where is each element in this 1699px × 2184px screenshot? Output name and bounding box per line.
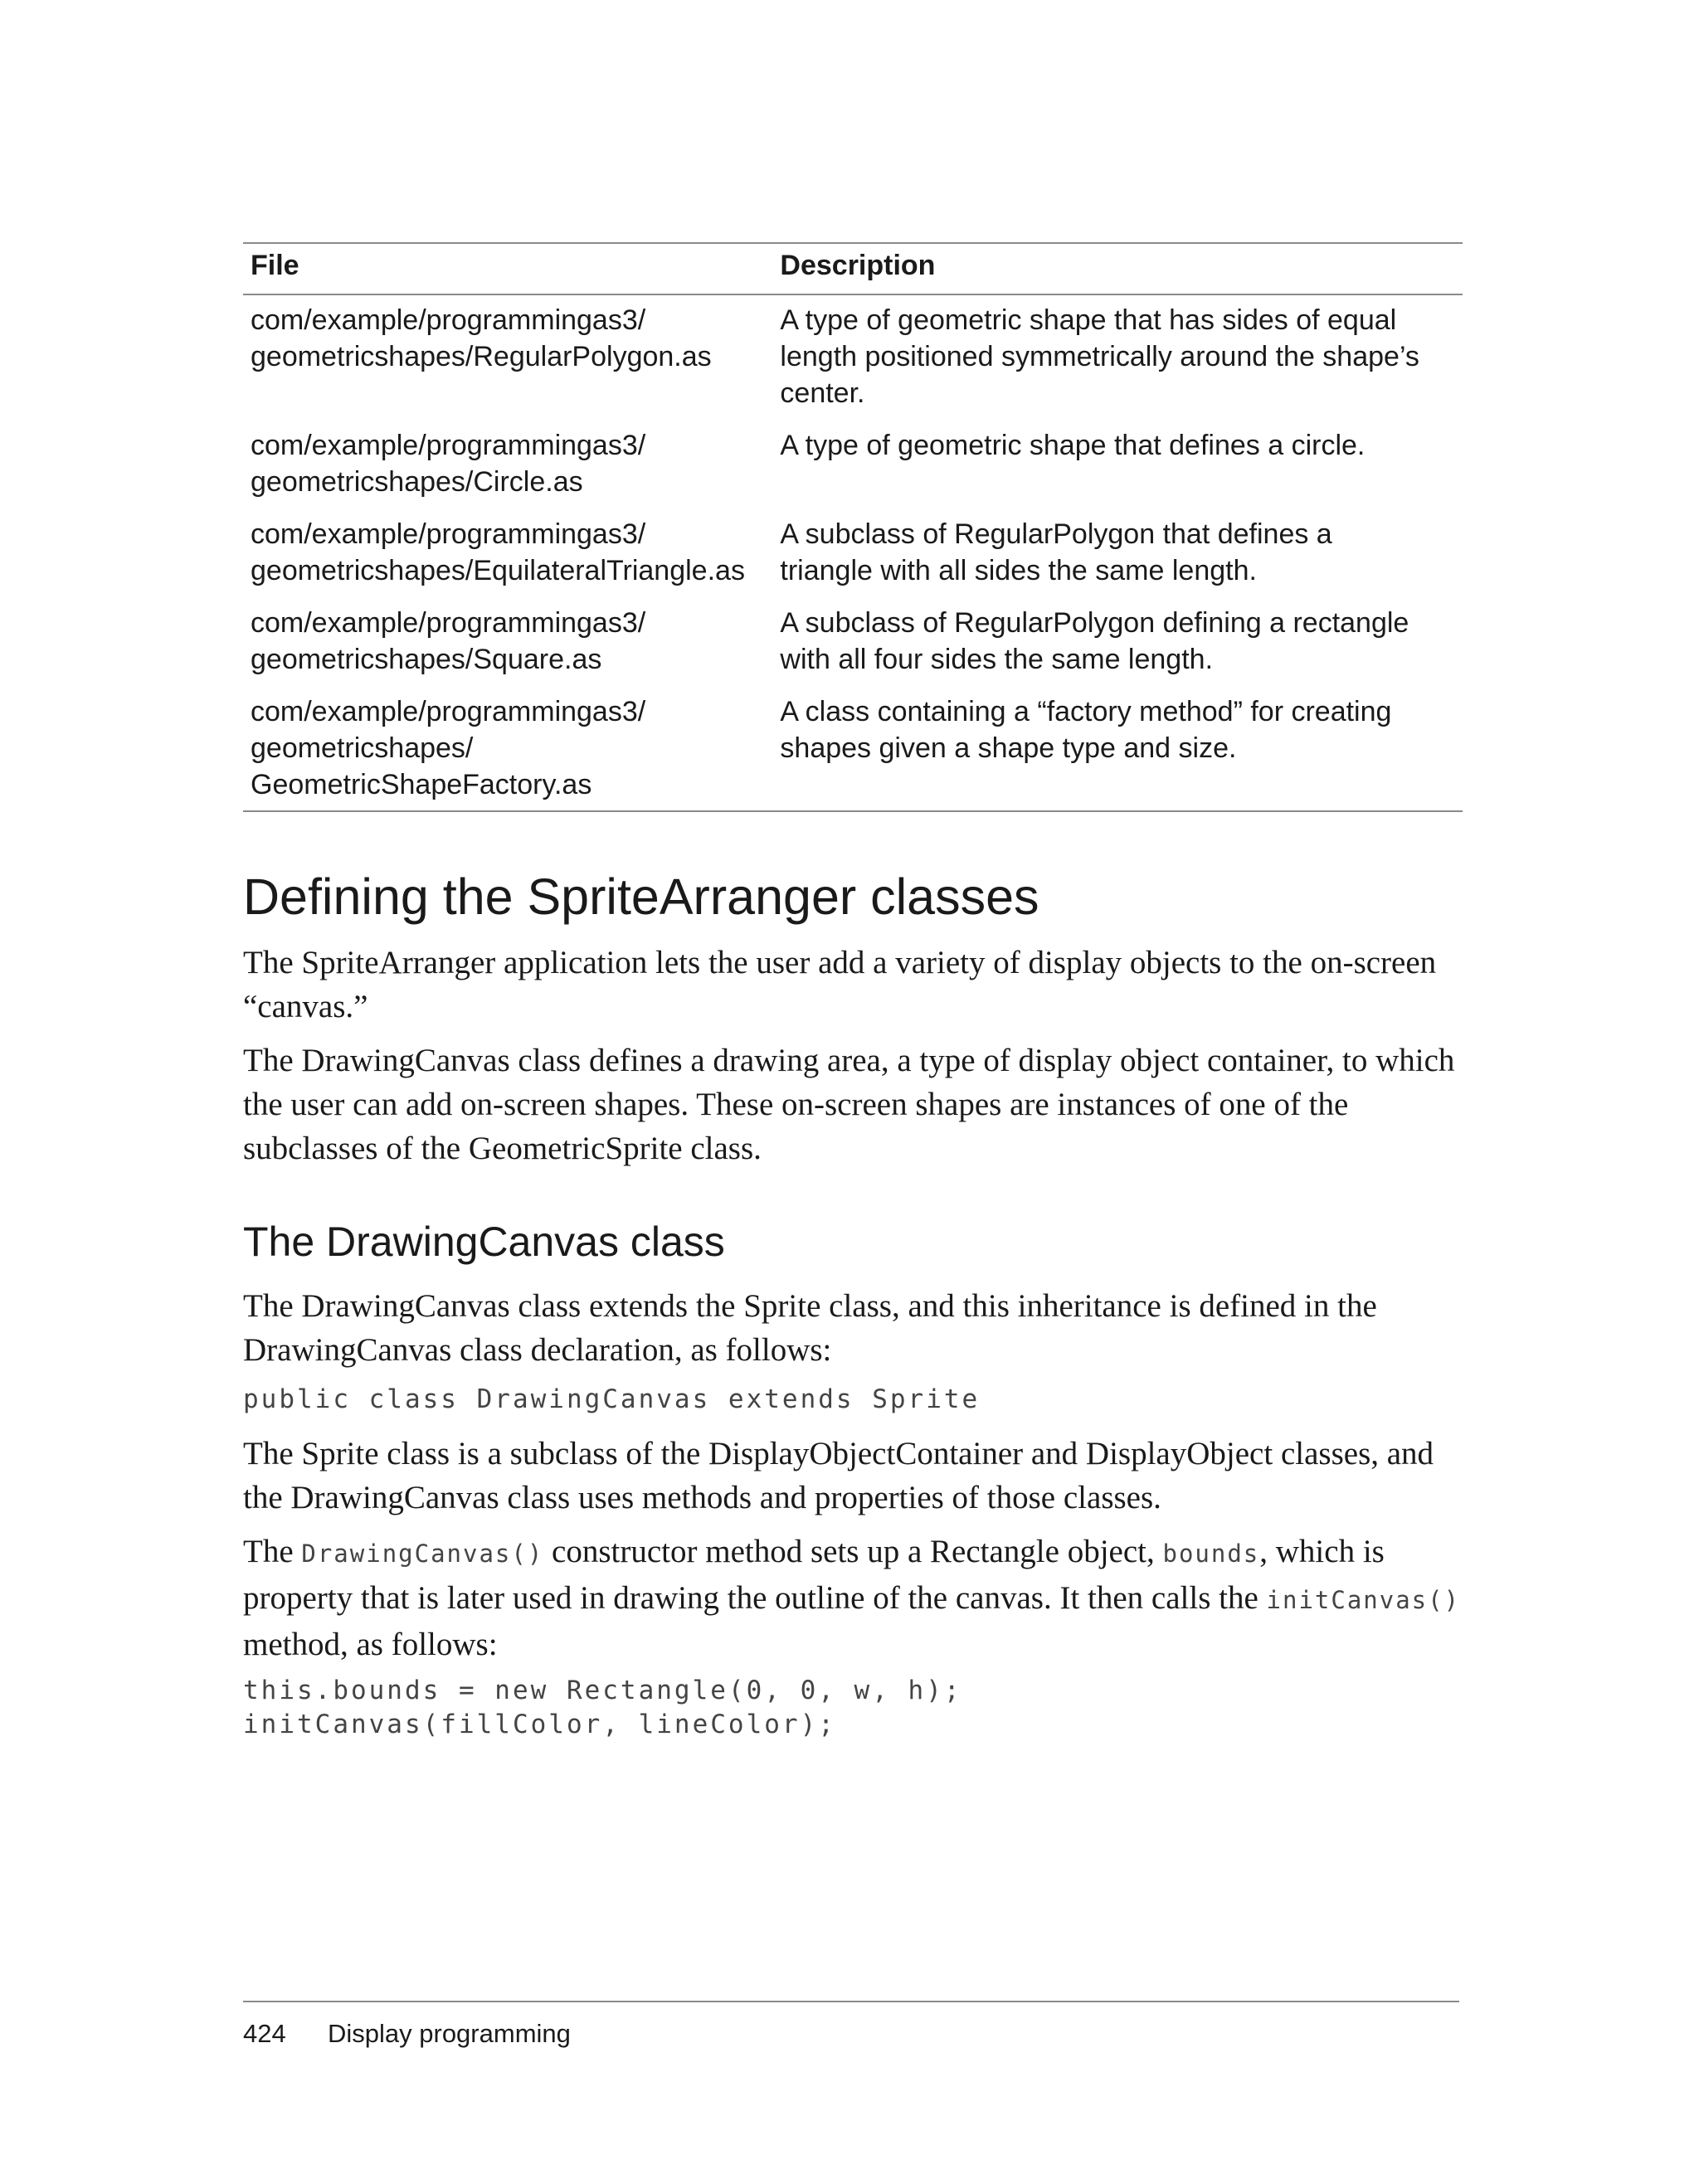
paragraph-line: The Sprite class is a subclass of the DisplayObjectContainer and DisplayObject classes, and xyxy=(243,1436,1434,1471)
table-row xyxy=(243,509,1463,598)
file-path-line: geometricshapes/Square.as xyxy=(251,644,602,675)
file-cell xyxy=(243,509,772,598)
file-description-table xyxy=(243,242,1463,812)
description-cell xyxy=(772,509,1463,598)
paragraph-line: The DrawingCanvas class defines a drawing area, a type of display object container, to which xyxy=(243,1043,1455,1078)
intro-paragraph xyxy=(243,941,1436,1029)
paragraph-line: “canvas.” xyxy=(243,989,368,1024)
paragraph-line xyxy=(243,1576,1460,1622)
canvas-paragraph xyxy=(243,1038,1454,1170)
description-cell xyxy=(772,598,1463,687)
file-path-line: com/example/programmingas3/ xyxy=(251,696,646,727)
code-declaration xyxy=(243,1383,980,1417)
page-number: 424 xyxy=(243,2019,286,2048)
paragraph-line: The SpriteArranger application lets the user add a variety of display objects to the on-screen xyxy=(243,945,1437,980)
subsection-heading: The DrawingCanvas class xyxy=(243,1218,725,1265)
text-run: The xyxy=(243,1534,302,1569)
description-line: shapes given a shape type and size. xyxy=(780,732,1237,764)
extends-paragraph xyxy=(243,1284,1377,1372)
description-line: A type of geometric shape that has sides of equal xyxy=(780,304,1397,336)
paragraph-line: the DrawingCanvas class uses methods and properties of those classes. xyxy=(243,1480,1161,1515)
file-cell xyxy=(243,687,772,811)
file-path-line: com/example/programmingas3/ xyxy=(251,304,646,336)
footer-divider xyxy=(243,2001,1459,2002)
table-row xyxy=(243,687,1463,811)
description-line: length positioned symmetrically around the shape’s xyxy=(780,341,1419,372)
paragraph-line: The DrawingCanvas class extends the Sprite class, and this inheritance is defined in the xyxy=(243,1288,1377,1324)
text-run: constructor method sets up a Rectangle object, xyxy=(543,1534,1163,1569)
inline-code: DrawingCanvas() xyxy=(301,1540,544,1568)
header-file: File xyxy=(243,243,772,294)
constructor-paragraph xyxy=(243,1530,1460,1666)
file-path-line: geometricshapes/EquilateralTriangle.as xyxy=(251,555,745,586)
description-line: triangle with all sides the same length. xyxy=(780,555,1257,586)
sprite-paragraph xyxy=(243,1432,1434,1520)
file-cell xyxy=(243,421,772,509)
description-line: with all four sides the same length. xyxy=(780,644,1214,675)
paragraph-line: the user can add on-screen shapes. These on-screen shapes are instances of one of the xyxy=(243,1087,1349,1122)
paragraph-line xyxy=(243,1530,1460,1576)
paragraph-line: method, as follows: xyxy=(243,1627,498,1662)
section-heading: Defining the SpriteArranger classes xyxy=(243,868,1039,925)
file-path-line: GeometricShapeFactory.as xyxy=(251,769,592,800)
file-path-line: com/example/programmingas3/ xyxy=(251,430,646,461)
paragraph-line: subclasses of the GeometricSprite class. xyxy=(243,1131,762,1166)
chapter-title: Display programming xyxy=(328,2019,571,2048)
file-path-line: geometricshapes/Circle.as xyxy=(251,466,583,498)
description-line: A class containing a “factory method” for creating xyxy=(780,696,1392,727)
description-line: A subclass of RegularPolygon that defines a xyxy=(780,518,1332,550)
table-row xyxy=(243,598,1463,687)
file-cell xyxy=(243,598,772,687)
code-line: initCanvas(fillColor, lineColor); xyxy=(243,1710,836,1739)
paragraph-line: DrawingCanvas class declaration, as follows: xyxy=(243,1332,832,1368)
inline-code: bounds xyxy=(1162,1540,1260,1568)
table-row xyxy=(243,421,1463,509)
table-header-row xyxy=(243,243,1463,294)
description-line: center. xyxy=(780,377,865,409)
file-path-line: com/example/programmingas3/ xyxy=(251,607,646,639)
code-constructor xyxy=(243,1674,962,1742)
description-line: A subclass of RegularPolygon defining a rectangle xyxy=(780,607,1409,639)
text-run: property that is later used in drawing the outline of the canvas. It then calls the xyxy=(243,1580,1267,1616)
description-cell xyxy=(772,687,1463,811)
description-cell xyxy=(772,421,1463,509)
inline-code: initCanvas() xyxy=(1266,1586,1461,1614)
file-cell xyxy=(243,294,772,421)
file-path-line: com/example/programmingas3/ xyxy=(251,518,646,550)
table-row xyxy=(243,294,1463,421)
page-footer xyxy=(243,2017,571,2050)
text-run: , which is xyxy=(1259,1534,1385,1569)
code-line: this.bounds = new Rectangle(0, 0, w, h); xyxy=(243,1676,962,1705)
code-line: public class DrawingCanvas extends Sprite xyxy=(243,1384,981,1414)
description-cell xyxy=(772,294,1463,421)
file-path-line: geometricshapes/RegularPolygon.as xyxy=(251,341,712,372)
file-path-line: geometricshapes/ xyxy=(251,732,474,764)
header-description: Description xyxy=(772,243,1463,294)
description-line: A type of geometric shape that defines a circle. xyxy=(780,430,1366,461)
